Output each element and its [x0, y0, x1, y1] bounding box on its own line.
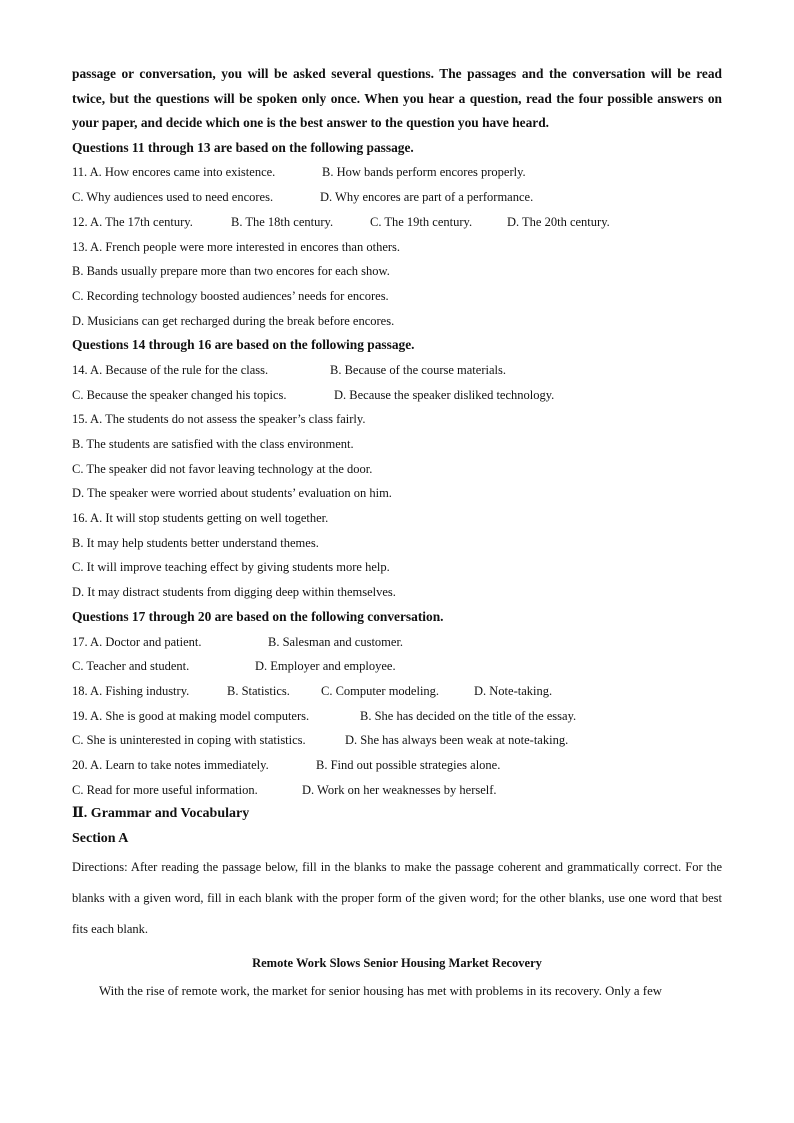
answer-option: D. She has always been weak at note-taking. — [345, 733, 569, 748]
answer-option: B. How bands perform encores properly. — [322, 165, 526, 180]
answer-option: D. Work on her weaknesses by herself. — [302, 782, 497, 797]
answer-option: 20. A. Learn to take notes immediately. — [72, 757, 269, 772]
answer-option: D. Why encores are part of a performance. — [320, 190, 534, 205]
answer-option: D. Note-taking. — [474, 683, 553, 698]
passage-title: Remote Work Slows Senior Housing Market Recovery — [252, 955, 542, 970]
question-line — [72, 358, 722, 383]
answer-option: C. The 19th century. — [370, 214, 473, 229]
answer-option: 14. A. Because of the rule for the class. — [72, 362, 269, 377]
question-line — [72, 555, 722, 580]
answer-option: C. She is uninterested in coping with statistics. — [72, 733, 306, 748]
answer-option: 13. A. French people were more interested in encores than others. — [72, 239, 401, 254]
question-line — [72, 630, 722, 655]
question-line — [72, 728, 722, 753]
answer-option: 19. A. She is good at making model computers. — [72, 708, 310, 723]
question-line — [72, 679, 722, 704]
question-line — [72, 309, 722, 334]
listening-directions: passage or conversation, you will be asked several questions. The passages and the conversation will be read twice, but the questions will be spoken only once. When you hear a question, read the four possible answers on your paper, and decide which one is the best answer to the question you have heard. — [72, 66, 722, 131]
passage-paragraph: With the rise of remote work, the market for senior housing has met with problems in its recovery. Only a few — [99, 983, 662, 998]
answer-option: C. Because the speaker changed his topics. — [72, 387, 287, 402]
question-line — [72, 457, 722, 482]
question-line — [72, 160, 722, 185]
question-line — [72, 481, 722, 506]
answer-option: 17. A. Doctor and patient. — [72, 634, 202, 649]
answer-option: C. Why audiences used to need encores. — [72, 190, 274, 205]
question-line — [72, 407, 722, 432]
question-line — [72, 753, 722, 778]
question-line — [72, 210, 722, 235]
answer-option: B. The students are satisfied with the class environment. — [72, 437, 354, 452]
answer-option: D. The 20th century. — [507, 214, 610, 229]
answer-option: C. It will improve teaching effect by giving students more help. — [72, 560, 390, 575]
question-line — [72, 506, 722, 531]
answer-option: 16. A. It will stop students getting on well together. — [72, 511, 329, 526]
question-line — [72, 235, 722, 260]
subsection-title: Section A — [72, 831, 129, 847]
answer-option: D. Employer and employee. — [255, 659, 396, 674]
answer-option: D. Musicians can get recharged during the break before encores. — [72, 313, 395, 328]
question-line — [72, 259, 722, 284]
question-line — [72, 704, 722, 729]
answer-option: C. The speaker did not favor leaving technology at the door. — [72, 461, 373, 476]
section-title: Ⅱ. Grammar and Vocabulary — [72, 806, 250, 822]
question-group-heading: Questions 14 through 16 are based on the following passage. — [72, 337, 415, 353]
section-directions: Directions: After reading the passage below, fill in the blanks to make the passage coherent and grammatically correct. For the blanks with a given word, fill in each blank with the proper form of the given word; for the other blanks, use one word that best fits each blank. — [72, 859, 722, 937]
question-line — [72, 580, 722, 605]
question-line — [72, 654, 722, 679]
question-line — [72, 432, 722, 457]
answer-option: 15. A. The students do not assess the speaker’s class fairly. — [72, 412, 366, 427]
answer-option: C. Read for more useful information. — [72, 782, 258, 797]
answer-option: B. She has decided on the title of the essay. — [360, 708, 577, 723]
answer-option: B. The 18th century. — [231, 214, 334, 229]
answer-option: C. Computer modeling. — [321, 683, 440, 698]
answer-option: C. Recording technology boosted audiences’ needs for encores. — [72, 288, 389, 303]
question-group-heading: Questions 11 through 13 are based on the following passage. — [72, 139, 414, 155]
answer-option: B. Find out possible strategies alone. — [316, 757, 501, 772]
answer-option: D. Because the speaker disliked technology. — [334, 387, 555, 402]
question-line — [72, 284, 722, 309]
answer-option: B. Salesman and customer. — [268, 634, 404, 649]
question-line — [72, 531, 722, 556]
answer-option: C. Teacher and student. — [72, 659, 190, 674]
answer-option: 18. A. Fishing industry. — [72, 683, 190, 698]
answer-option: B. Bands usually prepare more than two encores for each show. — [72, 264, 390, 279]
answer-option: B. Because of the course materials. — [330, 362, 506, 377]
question-line — [72, 778, 722, 803]
answer-option: 11. A. How encores came into existence. — [72, 165, 276, 180]
answer-option: B. Statistics. — [227, 683, 290, 698]
question-line — [72, 185, 722, 210]
exam-page — [72, 62, 722, 1002]
question-group-heading: Questions 17 through 20 are based on the following conversation. — [72, 608, 444, 624]
answer-option: D. It may distract students from digging deep within themselves. — [72, 585, 396, 600]
answer-option: B. It may help students better understand themes. — [72, 535, 319, 550]
question-line — [72, 383, 722, 408]
answer-option: D. The speaker were worried about students’ evaluation on him. — [72, 486, 392, 501]
answer-option: 12. A. The 17th century. — [72, 214, 193, 229]
